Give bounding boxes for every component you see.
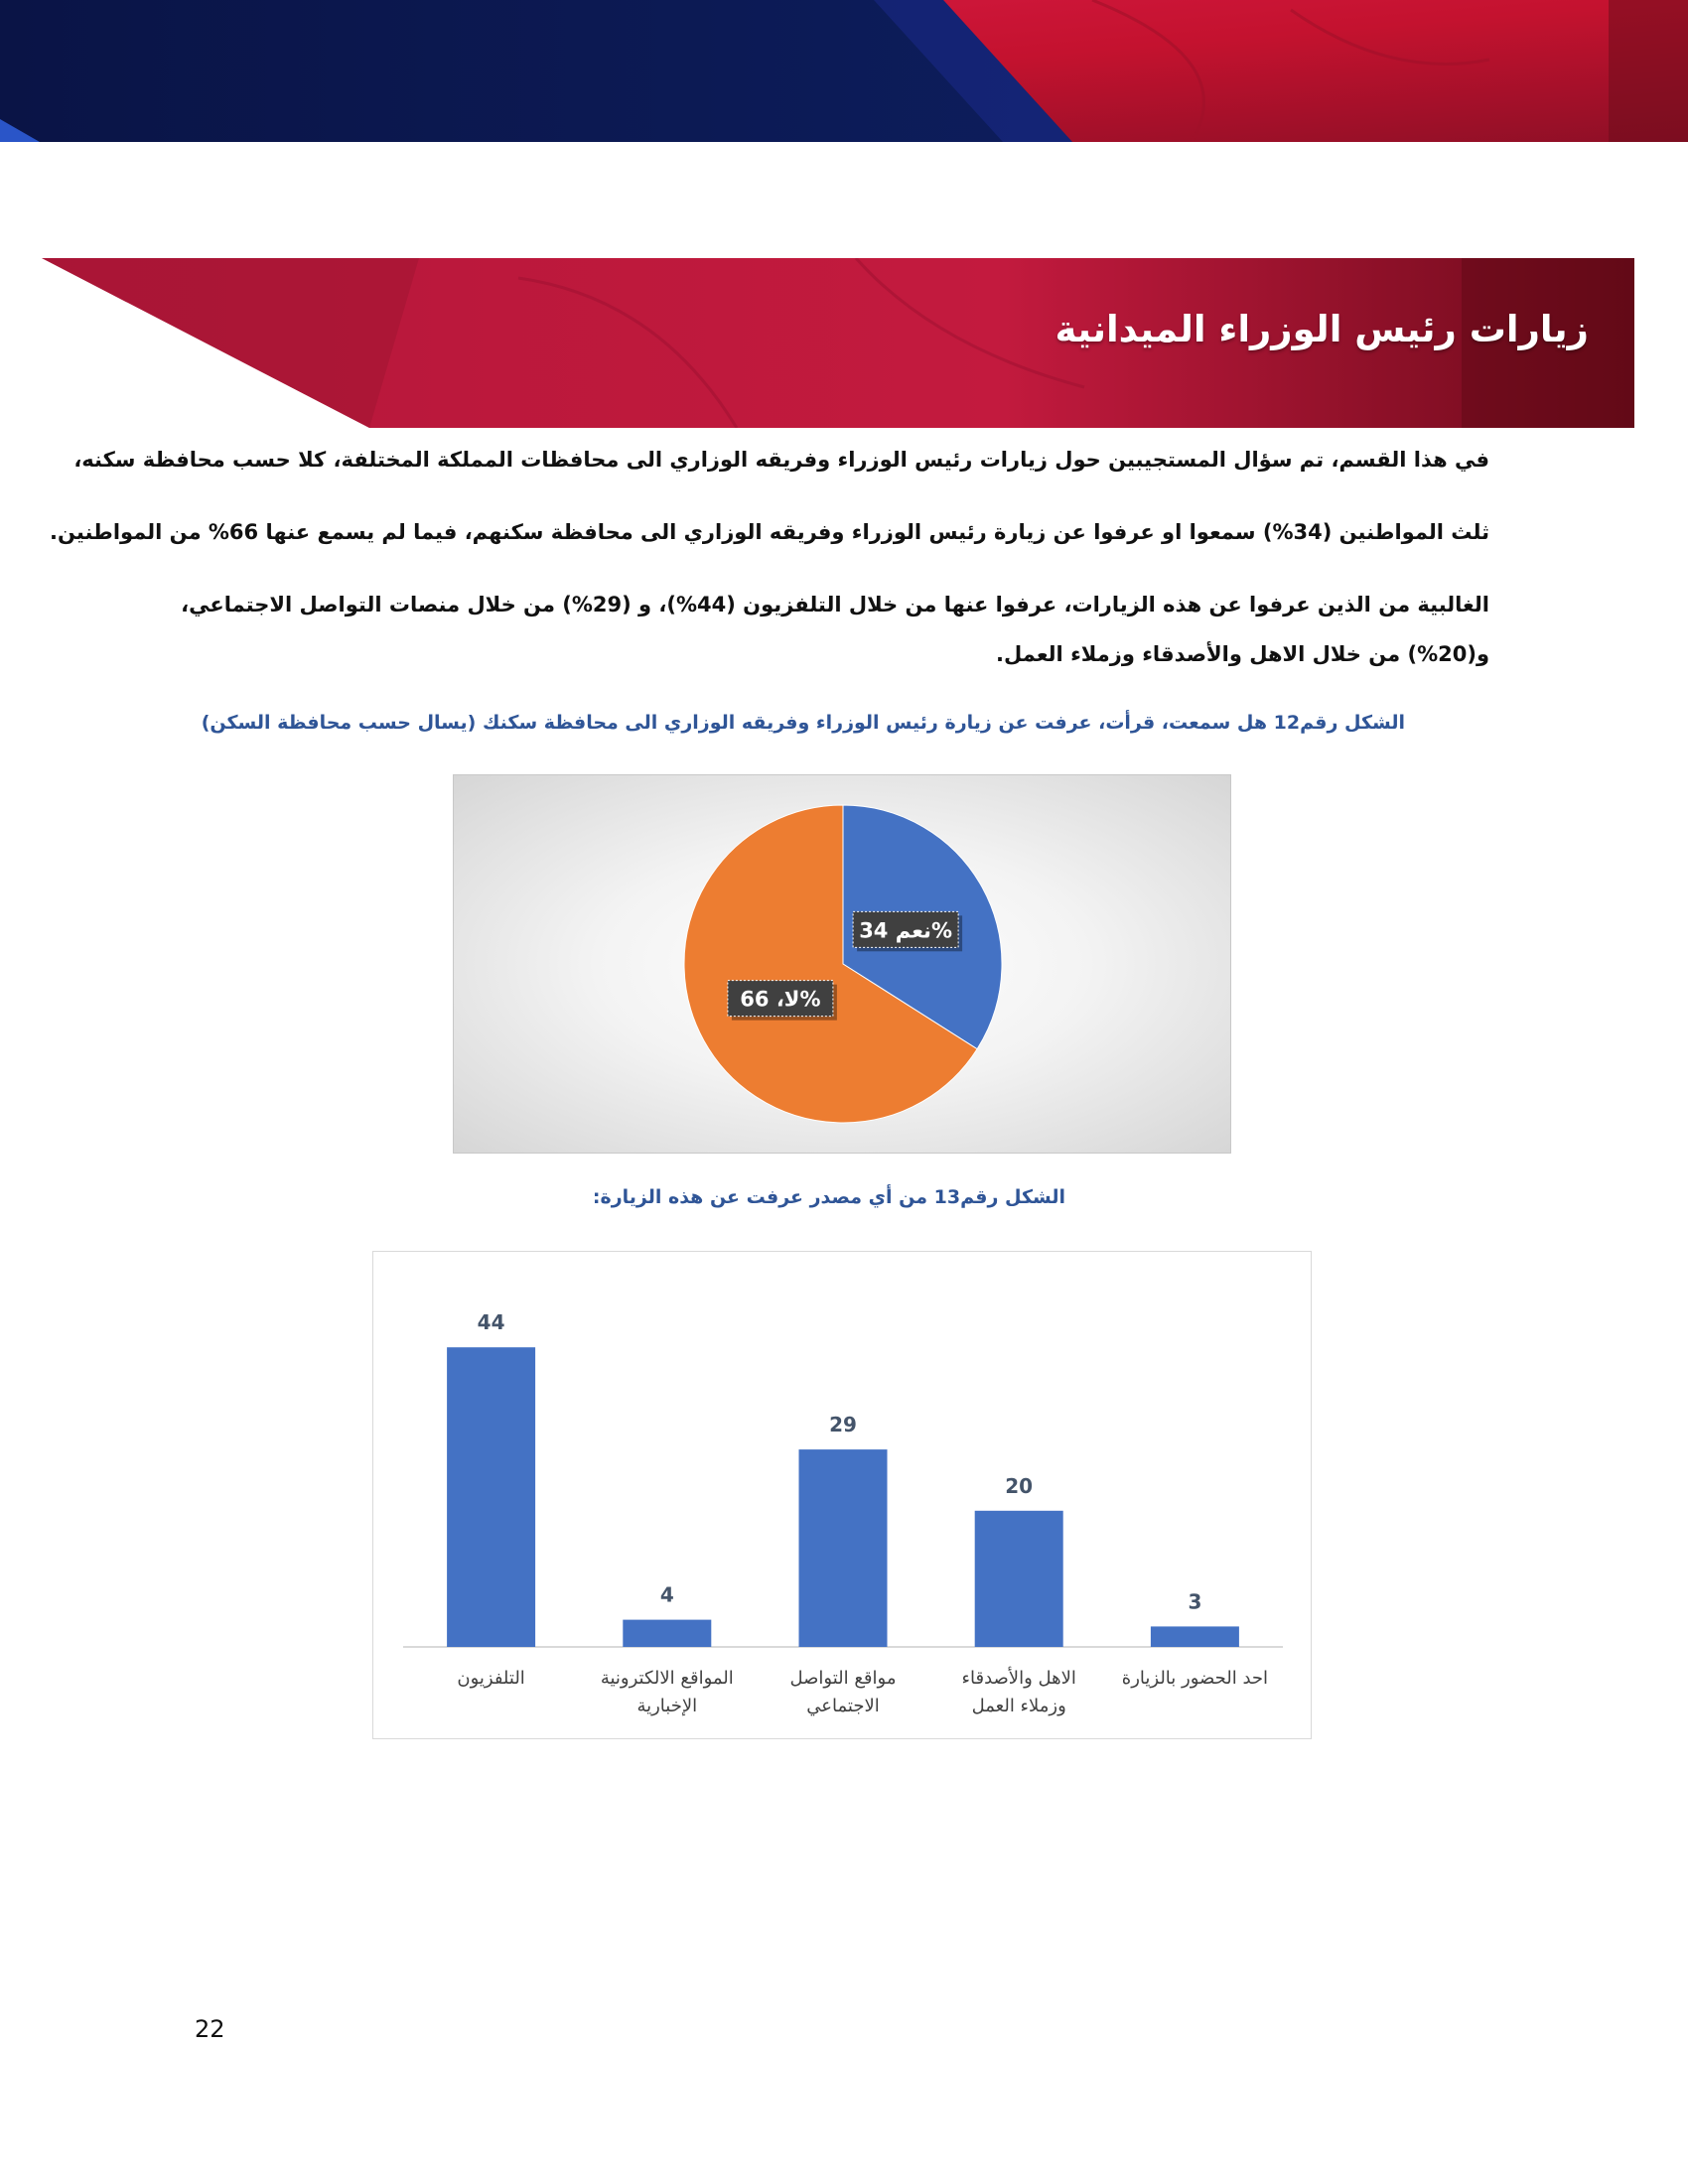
top-banner-graphic	[0, 0, 1688, 142]
bar-value-label-4: 3	[1188, 1589, 1202, 1614]
category-label-3-1: وزملاء العمل	[971, 1696, 1066, 1716]
category-label-4-0: احد الحضور بالزيارة	[1121, 1668, 1269, 1689]
paragraph-4: و(20%) من خلال الاهل والأصدقاء وزملاء العمل.	[996, 642, 1489, 666]
section-title-banner	[42, 258, 1634, 428]
paragraph-2: ثلث المواطنين (34%) سمعوا او عرفوا عن زيارة رئيس الوزراء وفريقه الوزاري الى محافظة سكنهم، فيما لم يسمع عنها 66% من المواطنين.	[50, 520, 1489, 544]
figure-13-caption: الشكل رقم13 من أي مصدر عرفت عن هذه الزيارة:	[592, 1186, 1065, 1208]
paragraph-3: الغالبية من الذين عرفوا عن هذه الزيارات، عرفوا عنها من خلال التلفزيون (44%)، و (29%) من خلال منصات التواصل الاجتماعي،	[181, 593, 1489, 616]
bar-value-label-2: 29	[829, 1413, 857, 1437]
bar-value-label-3: 20	[1005, 1473, 1034, 1498]
category-label-1-0: المواقع الالكترونية	[600, 1668, 734, 1689]
bar-chart	[373, 1252, 1313, 1740]
page-number: 22	[195, 2015, 225, 2043]
pie-label-0	[853, 911, 962, 951]
pie-label-1	[728, 981, 837, 1021]
pie-label-text-0: نعم 34%	[859, 918, 953, 943]
paragraph-1: في هذا القسم، تم سؤال المستجيبين حول زيارات رئيس الوزراء وفريقه الوزاري الى محافظات المملكة المختلفة، كلا حسب محافظة سكنه،	[73, 448, 1489, 472]
pie-chart	[454, 775, 1232, 1155]
category-label-2-0: مواقع التواصل	[789, 1668, 897, 1689]
pie-chart-area	[453, 774, 1231, 1154]
category-label-3-0: الاهل والأصدقاء	[961, 1668, 1076, 1689]
pie-label-text-1: لا، 66%	[740, 987, 821, 1012]
section-title: زيارات رئيس الوزراء الميدانية	[1055, 308, 1589, 350]
bar-value-label-1: 4	[659, 1582, 674, 1607]
category-label-2-1: الاجتماعي	[806, 1696, 880, 1716]
category-label-1-1: الإخبارية	[636, 1696, 698, 1716]
bar-2	[799, 1449, 888, 1647]
bar-4	[1151, 1626, 1239, 1647]
category-label-0-0: التلفزيون	[457, 1668, 525, 1689]
bar-value-label-0: 44	[477, 1310, 505, 1335]
bar-chart-area	[372, 1251, 1312, 1739]
top-banner	[0, 0, 1688, 142]
figure-12-caption: الشكل رقم12 هل سمعت، قرأت، عرفت عن زيارة رئيس الوزراء وفريقه الوزاري الى محافظة سكنك (يسال حسب محافظة السكن)	[201, 712, 1405, 734]
bar-1	[623, 1620, 711, 1647]
bar-3	[975, 1511, 1063, 1647]
bar-0	[447, 1347, 535, 1647]
